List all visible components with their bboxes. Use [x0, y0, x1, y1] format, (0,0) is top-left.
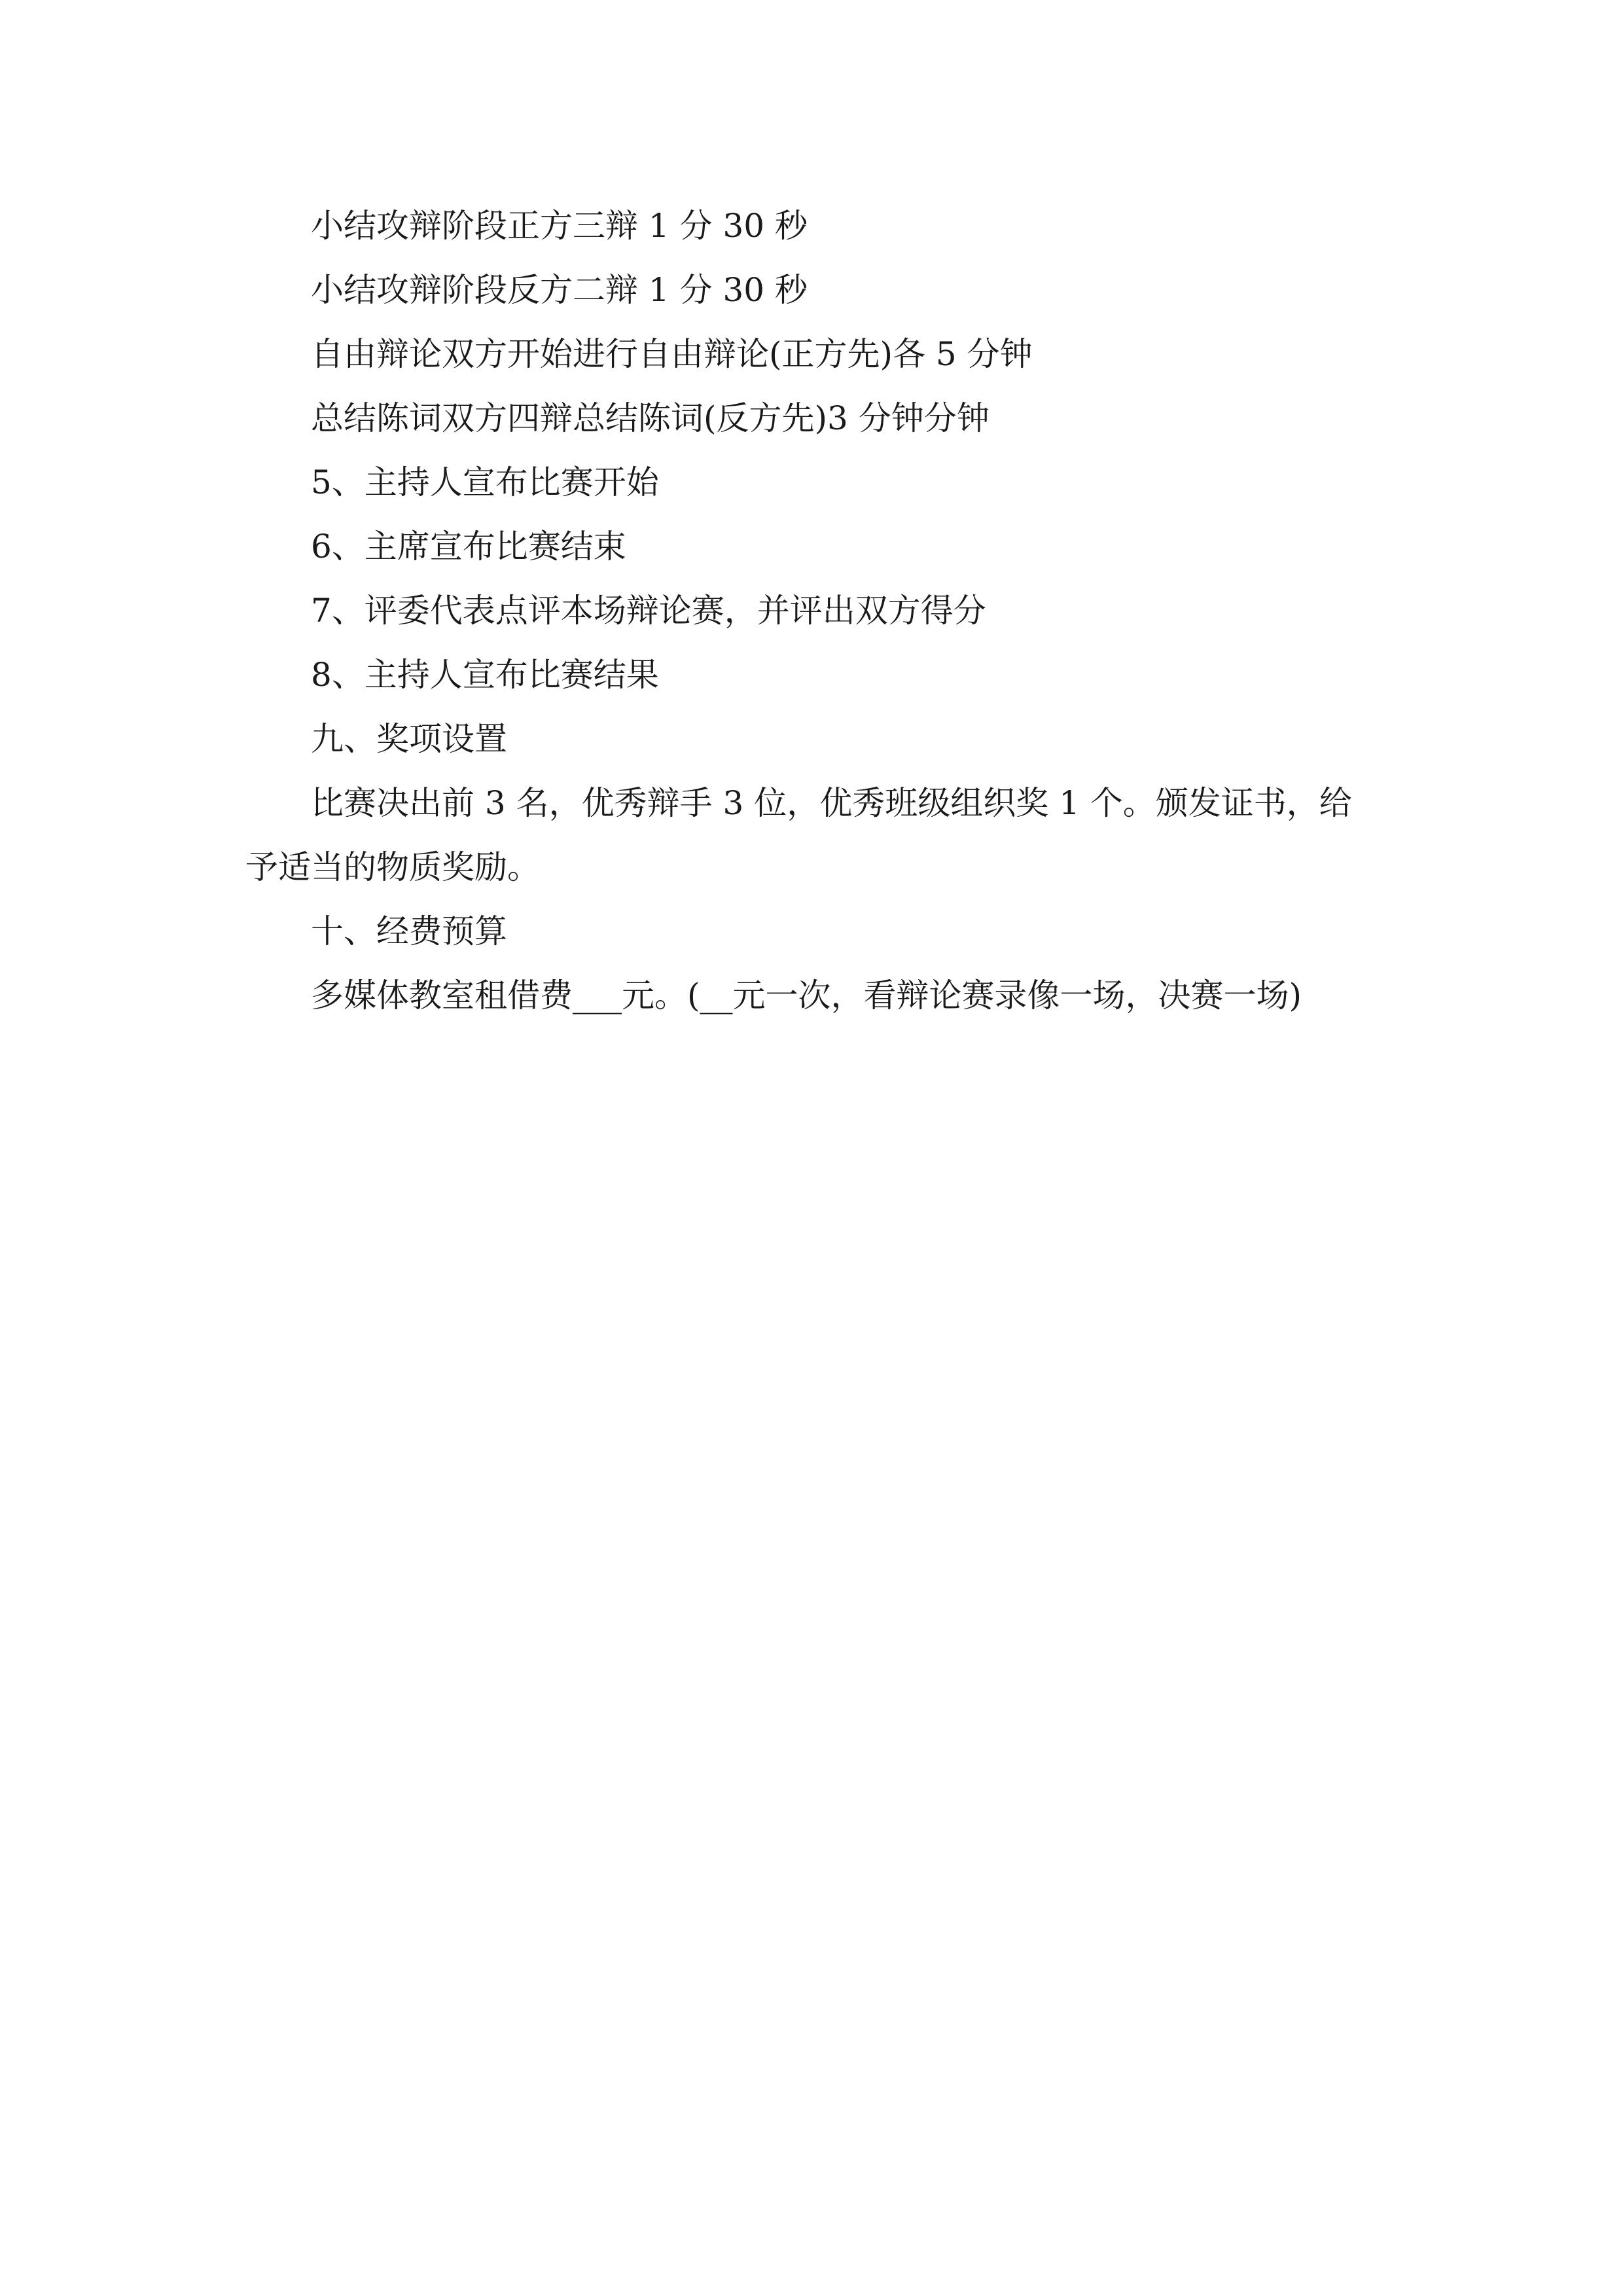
- paragraph-step-5: 5、主持人宣布比赛开始: [311, 463, 659, 501]
- paragraph-rebuttal-summary-affirmative: 小结攻辩阶段正方三辩 1 分 30 秒: [311, 207, 808, 245]
- paragraph-closing-statements: 总结陈词双方四辩总结陈词(反方先)3 分钟分钟: [311, 399, 990, 437]
- paragraph-step-6: 6、主席宣布比赛结束: [311, 528, 626, 565]
- paragraph-rebuttal-summary-negative: 小结攻辩阶段反方二辩 1 分 30 秒: [311, 271, 808, 309]
- section-heading-budget: 十、经费预算: [311, 912, 507, 950]
- paragraph-awards-detail: 比赛决出前 3 名，优秀辩手 3 位，优秀班级组织奖 1 个。颁发证书，给予适当的物质奖励。: [245, 784, 1352, 886]
- section-heading-awards: 九、奖项设置: [311, 720, 507, 758]
- paragraph-free-debate: 自由辩论双方开始进行自由辩论(正方先)各 5 分钟: [311, 335, 1033, 373]
- document-body: [245, 194, 1384, 1028]
- paragraph-budget-detail: 多媒体教室租借费___元。(__元一次，看辩论赛录像一场，决赛一场): [311, 977, 1302, 1014]
- paragraph-step-7: 7、评委代表点评本场辩论赛，并评出双方得分: [311, 592, 986, 630]
- paragraph-step-8: 8、主持人宣布比赛结果: [311, 656, 659, 694]
